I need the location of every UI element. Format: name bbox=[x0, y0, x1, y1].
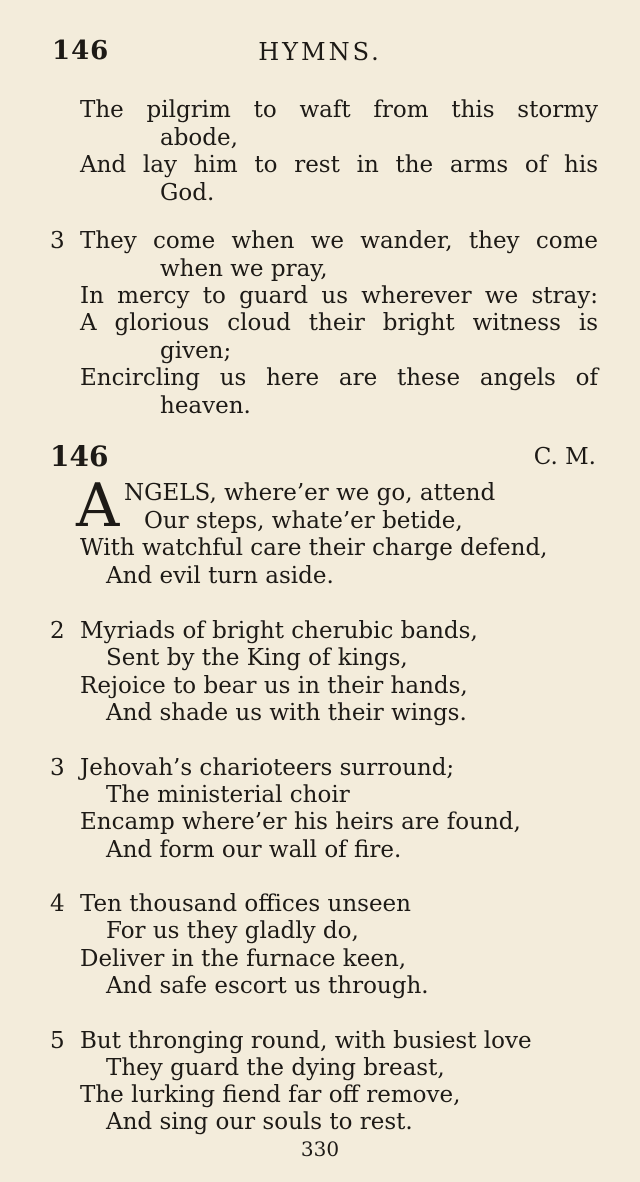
verse-line: God. bbox=[160, 180, 215, 206]
stanza-number: 4 bbox=[50, 891, 65, 917]
verse-line: Jehovah’s charioteers surround; bbox=[80, 755, 455, 781]
running-head bbox=[0, 36, 640, 72]
verse-line: Encircling us here are these angels of bbox=[80, 365, 598, 391]
verse-line: But thronging round, with busiest love bbox=[80, 1028, 532, 1054]
verse-line: And sing our souls to rest. bbox=[106, 1109, 413, 1135]
verse-line: The lurking fiend far off remove, bbox=[80, 1082, 461, 1108]
verse-line: NGELS, where’er we go, attend bbox=[124, 480, 496, 506]
verse-line: Myriads of bright cherubic bands, bbox=[80, 618, 478, 644]
running-title: HYMNS. bbox=[258, 38, 382, 66]
verse-line: And form our wall of fire. bbox=[106, 837, 402, 863]
verse-line: when we pray, bbox=[160, 256, 328, 282]
verse-line: The ministerial choir bbox=[106, 782, 350, 808]
verse-line: abode, bbox=[160, 125, 238, 151]
drop-cap: A bbox=[76, 471, 120, 541]
page-folio: 330 bbox=[300, 1137, 340, 1161]
verse-line: heaven. bbox=[160, 393, 251, 419]
verse-line: And shade us with their wings. bbox=[106, 700, 467, 726]
verse-line: With watchful care their charge defend, bbox=[80, 535, 548, 561]
verse-line: Ten thousand offices unseen bbox=[80, 891, 411, 917]
stanza-number: 2 bbox=[50, 618, 65, 644]
verse-line: Our steps, whate’er betide, bbox=[144, 508, 463, 534]
verse-line: In mercy to guard us wherever we stray: bbox=[80, 283, 598, 309]
verse-line: And safe escort us through. bbox=[106, 973, 429, 999]
verse-line: They come when we wander, they come bbox=[80, 228, 598, 254]
hymn-number: 146 bbox=[50, 440, 109, 473]
stanza-number: 5 bbox=[50, 1028, 65, 1054]
verse-line: Deliver in the furnace keen, bbox=[80, 946, 407, 972]
verse-line: given; bbox=[160, 338, 232, 364]
hymn-meter: C. M. bbox=[533, 444, 596, 470]
verse-line: And lay him to rest in the arms of his bbox=[80, 152, 598, 178]
header-page-number: 146 bbox=[52, 36, 110, 66]
verse-line: And evil turn aside. bbox=[106, 563, 334, 589]
verse-line: The pilgrim to waft from this stormy bbox=[80, 97, 598, 123]
stanza-number: 3 bbox=[50, 755, 65, 781]
verse-line: A glorious cloud their bright witness is bbox=[80, 310, 598, 336]
stanza-number: 3 bbox=[50, 228, 65, 254]
verse-line: Rejoice to bear us in their hands, bbox=[80, 673, 468, 699]
verse-line: Sent by the King of kings, bbox=[106, 645, 408, 671]
verse-line: For us they gladly do, bbox=[106, 918, 359, 944]
verse-line: They guard the dying breast, bbox=[106, 1055, 445, 1081]
verse-line: Encamp where’er his heirs are found, bbox=[80, 809, 521, 835]
